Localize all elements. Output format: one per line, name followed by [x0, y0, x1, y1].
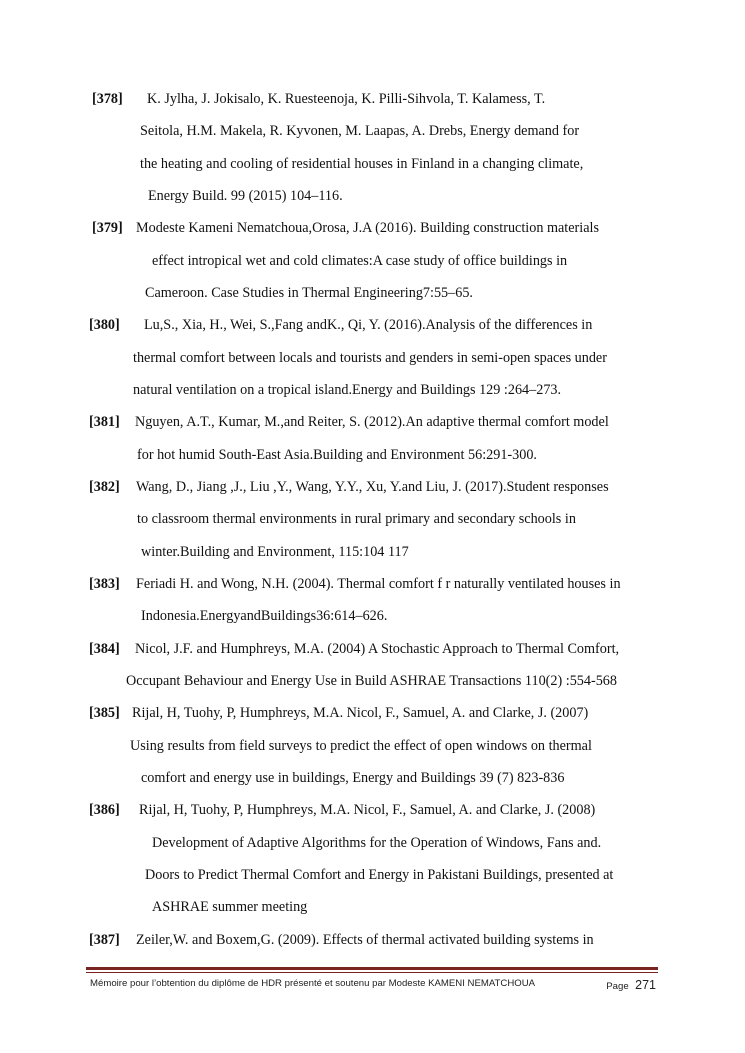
reference-text-line: Development of Adaptive Algorithms for the Operation of Windows, Fans and.: [152, 835, 602, 851]
reference-text-line: winter.Building and Environment, 115:104 117: [141, 544, 409, 560]
reference-text-line: Modeste Kameni Nematchoua,Orosa, J.A (2016). Building construction materials: [136, 220, 599, 236]
reference-text-line: Cameroon. Case Studies in Thermal Engineering7:55–65.: [145, 285, 473, 301]
reference-number: [379]: [92, 220, 123, 236]
reference-number: [384]: [89, 641, 120, 657]
page-number-block: [606, 976, 656, 994]
reference-text-line: Lu,S., Xia, H., Wei, S.,Fang andK., Qi, Y. (2016).Analysis of the differences in: [144, 317, 593, 333]
reference-number: [382]: [89, 479, 120, 495]
reference-number: [381]: [89, 414, 120, 430]
reference-number: [380]: [89, 317, 120, 333]
page-label: Page: [606, 981, 629, 992]
reference-text-line: Using results from field surveys to predict the effect of open windows on thermal: [130, 738, 592, 754]
footer-rule-thin: [86, 972, 658, 973]
reference-text-line: Nicol, J.F. and Humphreys, M.A. (2004) A Stochastic Approach to Thermal Comfort,: [135, 641, 620, 657]
reference-text-line: Nguyen, A.T., Kumar, M.,and Reiter, S. (2012).An adaptive thermal comfort model: [135, 414, 609, 430]
footer-rule-thick: [86, 967, 658, 970]
reference-text-line: to classroom thermal environments in rural primary and secondary schools in: [137, 511, 576, 527]
reference-number: [378]: [92, 91, 123, 107]
reference-text-line: Seitola, H.M. Makela, R. Kyvonen, M. Laapas, A. Drebs, Energy demand for: [140, 123, 580, 139]
page-number: 271: [635, 978, 656, 992]
reference-text-line: effect intropical wet and cold climates:A case study of office buildings in: [152, 253, 568, 269]
reference-text-line: Indonesia.EnergyandBuildings36:614–626.: [141, 608, 388, 624]
reference-text-line: Occupant Behaviour and Energy Use in Build ASHRAE Transactions 110(2) :554-568: [126, 673, 617, 689]
reference-text-line: Zeiler,W. and Boxem,G. (2009). Effects of thermal activated building systems in: [136, 932, 594, 948]
reference-number: [387]: [89, 932, 120, 948]
reference-text-line: thermal comfort between locals and tourists and genders in semi-open spaces under: [133, 350, 607, 366]
reference-text-line: comfort and energy use in buildings, Energy and Buildings 39 (7) 823-836: [141, 770, 565, 786]
reference-text-line: Energy Build. 99 (2015) 104–116.: [148, 188, 343, 204]
reference-text-line: the heating and cooling of residential houses in Finland in a changing climate,: [140, 156, 584, 172]
reference-number: [383]: [89, 576, 120, 592]
reference-text-line: for hot humid South-East Asia.Building and Environment 56:291-300.: [137, 447, 537, 463]
reference-text-line: ASHRAE summer meeting: [152, 899, 308, 915]
reference-text-line: natural ventilation on a tropical island.Energy and Buildings 129 :264–273.: [133, 382, 562, 398]
footer-text: Mémoire pour l’obtention du diplôme de HDR présenté et soutenu par Modeste KAMENI NEMATCHOUA: [90, 978, 536, 989]
reference-text-line: K. Jylha, J. Jokisalo, K. Ruesteenoja, K. Pilli-Sihvola, T. Kalamess, T.: [147, 91, 546, 107]
reference-text-line: Doors to Predict Thermal Comfort and Energy in Pakistani Buildings, presented at: [145, 867, 614, 883]
reference-number: [385]: [89, 705, 120, 721]
reference-text-line: Rijal, H, Tuohy, P, Humphreys, M.A. Nicol, F., Samuel, A. and Clarke, J. (2008): [139, 802, 596, 818]
reference-text-line: Feriadi H. and Wong, N.H. (2004). Thermal comfort f r naturally ventilated houses in: [136, 576, 621, 592]
reference-text-line: Rijal, H, Tuohy, P, Humphreys, M.A. Nicol, F., Samuel, A. and Clarke, J. (2007): [132, 705, 589, 721]
reference-number: [386]: [89, 802, 120, 818]
reference-text-line: Wang, D., Jiang ,J., Liu ,Y., Wang, Y.Y., Xu, Y.and Liu, J. (2017).Student responses: [136, 479, 609, 495]
